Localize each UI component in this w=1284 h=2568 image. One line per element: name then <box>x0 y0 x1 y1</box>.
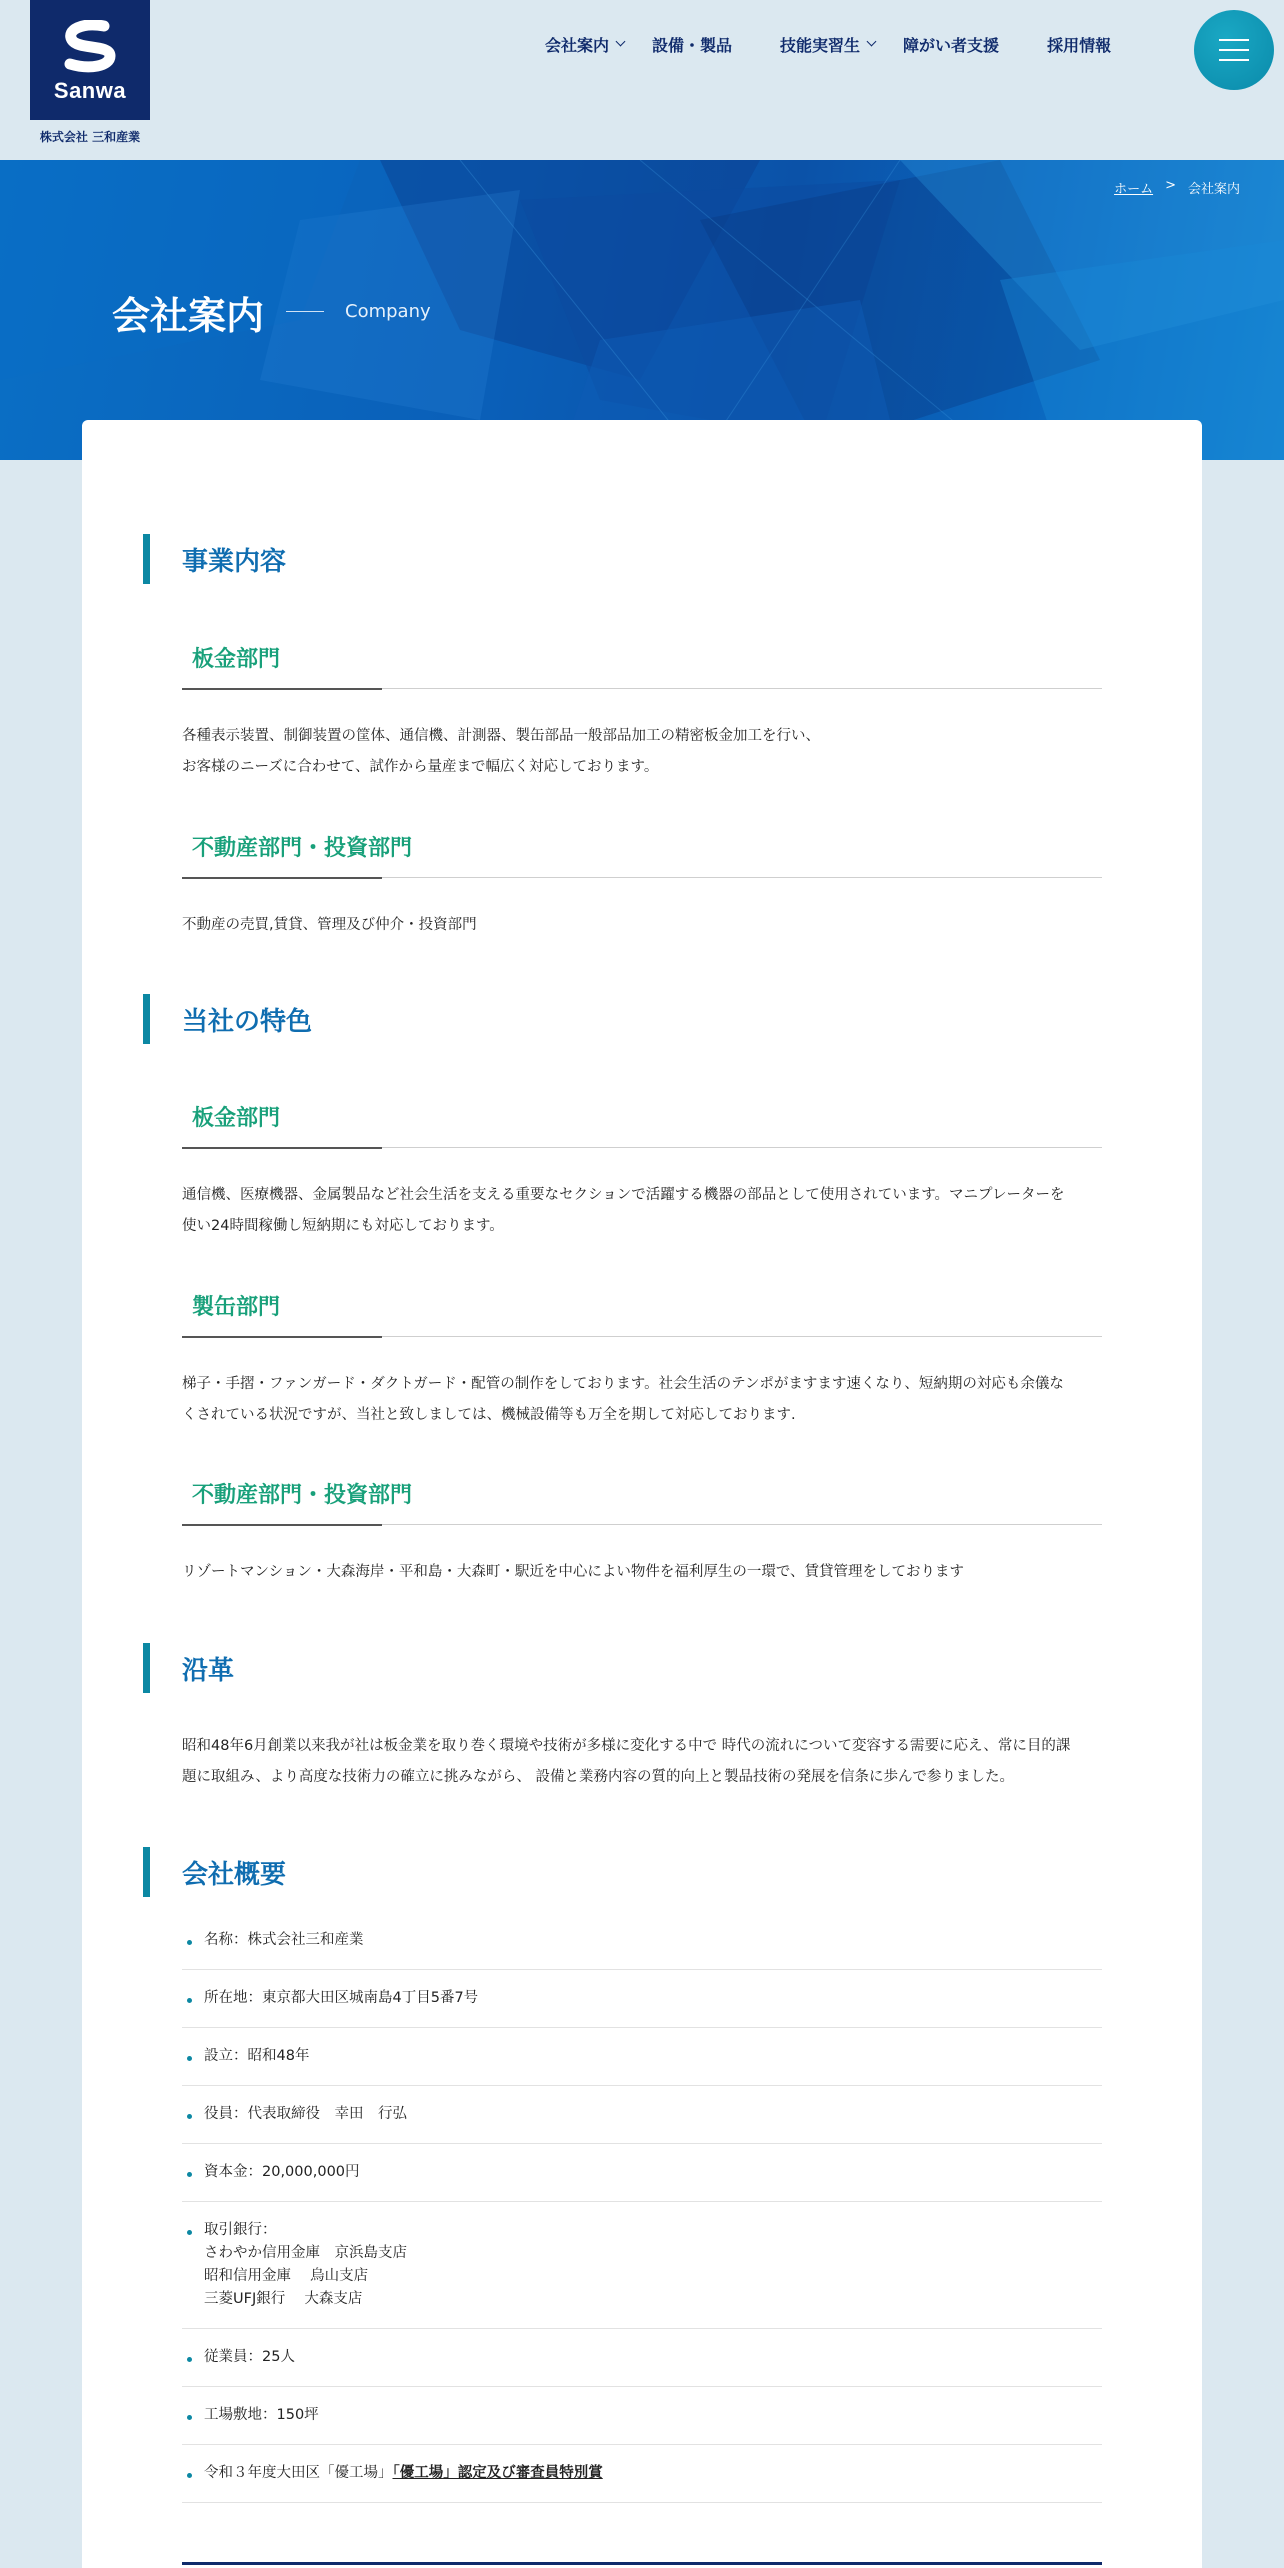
section-history-title: 沿革 <box>182 1656 235 1686</box>
list-item-employees: 従業員：25人 <box>182 2329 1102 2387</box>
business-real-estate-text <box>182 910 1102 941</box>
section-divider <box>182 2562 1102 2565</box>
breadcrumb <box>1114 178 1240 197</box>
list-item-officer: 役員：代表取締役 幸田 行弘 <box>182 2086 1102 2144</box>
text-line: くされている状況ですが、当社と致しましては、機械設備等も万全を期して対応しております. <box>182 1407 796 1423</box>
nav-equipment[interactable] <box>652 33 732 56</box>
history-text <box>182 1731 1102 1793</box>
text-line: お客様のニーズに合わせて、試作から量産まで幅広く対応しております。 <box>182 759 659 775</box>
bank-entry: さわやか信用金庫 京浜島支店 <box>204 2245 407 2261</box>
title-divider <box>286 311 324 312</box>
section-overview-title: 会社概要 <box>182 1860 287 1890</box>
section-accent-bar <box>143 534 150 584</box>
sanwa-logo-mark <box>52 20 128 80</box>
page-hero <box>0 160 1284 460</box>
text-line: 題に取組み、より高度な技術力の確立に挑みながら、 設備と業務内容の質的向上と製品技術の発展を信条に歩んで参りました。 <box>182 1769 1014 1785</box>
text-line: 梯子・手摺・ファンガード・ダクトガード・配管の制作をしております。社会生活のテンポがますます速くなり、短納期の対応も余儀な <box>182 1376 1064 1392</box>
text-line: 不動産の売買,賃貸、管理及び仲介・投資部門 <box>182 917 477 933</box>
site-logo[interactable] <box>30 0 150 120</box>
list-item-capital: 資本金：20,000,000円 <box>182 2144 1102 2202</box>
text-line: リゾートマンション・大森海岸・平和島・大森町・駅近を中心によい物件を福利厚生の一環で、賃貸管理をしております <box>182 1564 965 1580</box>
heading-underline-accent <box>182 877 382 879</box>
section-accent-bar <box>143 1643 150 1693</box>
chevron-down-icon <box>616 37 626 47</box>
nav-recruit[interactable] <box>1047 33 1111 56</box>
heading-underline-accent <box>182 1524 382 1526</box>
heading-underline-accent <box>182 1147 382 1149</box>
text-line: 使い24時間稼働し短納期にも対応しております。 <box>182 1218 504 1234</box>
nav-company-label: 会社案内 <box>545 36 610 55</box>
features-real-estate-title: 不動産部門・投資部門 <box>192 1483 413 1508</box>
award-link[interactable]: 「優工場」認定及び審査員特別賞 <box>392 2465 603 2481</box>
section-features-title: 当社の特色 <box>182 1007 313 1037</box>
features-real-estate-text <box>182 1557 1102 1588</box>
page-title: 会社案内 <box>112 294 265 338</box>
list-item-factory-area: 工場敷地：150坪 <box>182 2387 1102 2445</box>
section-accent-bar <box>143 1847 150 1897</box>
business-real-estate-heading <box>182 831 1102 881</box>
hamburger-icon-line <box>1219 49 1249 51</box>
chevron-down-icon <box>867 37 877 47</box>
features-canning-heading <box>182 1290 1102 1340</box>
features-sheet-metal-heading <box>182 1101 1102 1151</box>
main-nav <box>545 33 1111 56</box>
hamburger-menu-button[interactable] <box>1194 10 1274 90</box>
list-item-banks <box>182 2202 1102 2329</box>
list-item-address: 所在地：東京都大田区城南島4丁目5番7号 <box>182 1970 1102 2028</box>
breadcrumb-separator: > <box>1165 178 1176 193</box>
business-sheet-metal-heading <box>182 642 1102 692</box>
features-canning-text <box>182 1369 1102 1431</box>
text-line: 昭和48年6月創業以来我が社は板金業を取り巻く環境や技術が多様に変化する中で 時代の流れについて変容する需要に応え、常に目的課 <box>182 1738 1071 1754</box>
banks-label: 取引銀行： <box>204 2222 277 2238</box>
breadcrumb-home-link[interactable]: ホーム <box>1114 182 1154 197</box>
nav-company[interactable] <box>545 33 624 56</box>
nav-recruit-label: 採用情報 <box>1047 36 1112 55</box>
list-item-company-name: 名称：株式会社三和産業 <box>182 1912 1102 1970</box>
nav-equipment-label: 設備・製品 <box>652 36 733 55</box>
logo-wordmark: Sanwa <box>53 78 127 103</box>
nav-trainees-label: 技能実習生 <box>780 36 861 55</box>
features-sheet-metal-text <box>182 1180 1102 1242</box>
list-item-award <box>182 2445 1102 2503</box>
section-accent-bar <box>143 994 150 1044</box>
nav-trainees[interactable] <box>780 33 875 56</box>
features-real-estate-heading <box>182 1478 1102 1528</box>
site-header <box>0 0 1284 160</box>
nav-disability-support-label: 障がい者支援 <box>903 36 1000 55</box>
heading-underline-accent <box>182 688 382 690</box>
bank-entry: 昭和信用金庫 烏山支店 <box>204 2268 369 2284</box>
business-sheet-metal-text <box>182 721 1102 783</box>
features-canning-title: 製缶部門 <box>192 1295 281 1320</box>
text-line: 各種表示装置、制御装置の筐体、通信機、計測器、製缶部品一般部品加工の精密板金加工を行い、 <box>182 728 820 744</box>
text-line: 通信機、医療機器、金属製品など社会生活を支える重要なセクションで活躍する機器の部品として使用されています。マニプレーターを <box>182 1187 1065 1203</box>
award-text: 令和３年度大田区「優工場」 <box>204 2465 393 2481</box>
heading-underline-accent <box>182 1336 382 1338</box>
section-business-title: 事業内容 <box>182 547 287 577</box>
list-item-established: 設立：昭和48年 <box>182 2028 1102 2086</box>
hamburger-icon-line <box>1219 59 1249 61</box>
bank-entry: 三菱UFJ銀行 大森支店 <box>204 2291 363 2307</box>
business-sheet-metal-title: 板金部門 <box>192 647 281 672</box>
nav-disability-support[interactable] <box>903 33 999 56</box>
breadcrumb-current: 会社案内 <box>1187 182 1240 197</box>
page-subtitle: Company <box>345 301 431 322</box>
features-sheet-metal-title: 板金部門 <box>192 1106 281 1131</box>
company-overview-list <box>182 1912 1102 2503</box>
business-real-estate-title: 不動産部門・投資部門 <box>192 836 413 861</box>
hamburger-icon-line <box>1219 39 1249 41</box>
company-name: 株式会社 三和産業 <box>39 130 141 144</box>
